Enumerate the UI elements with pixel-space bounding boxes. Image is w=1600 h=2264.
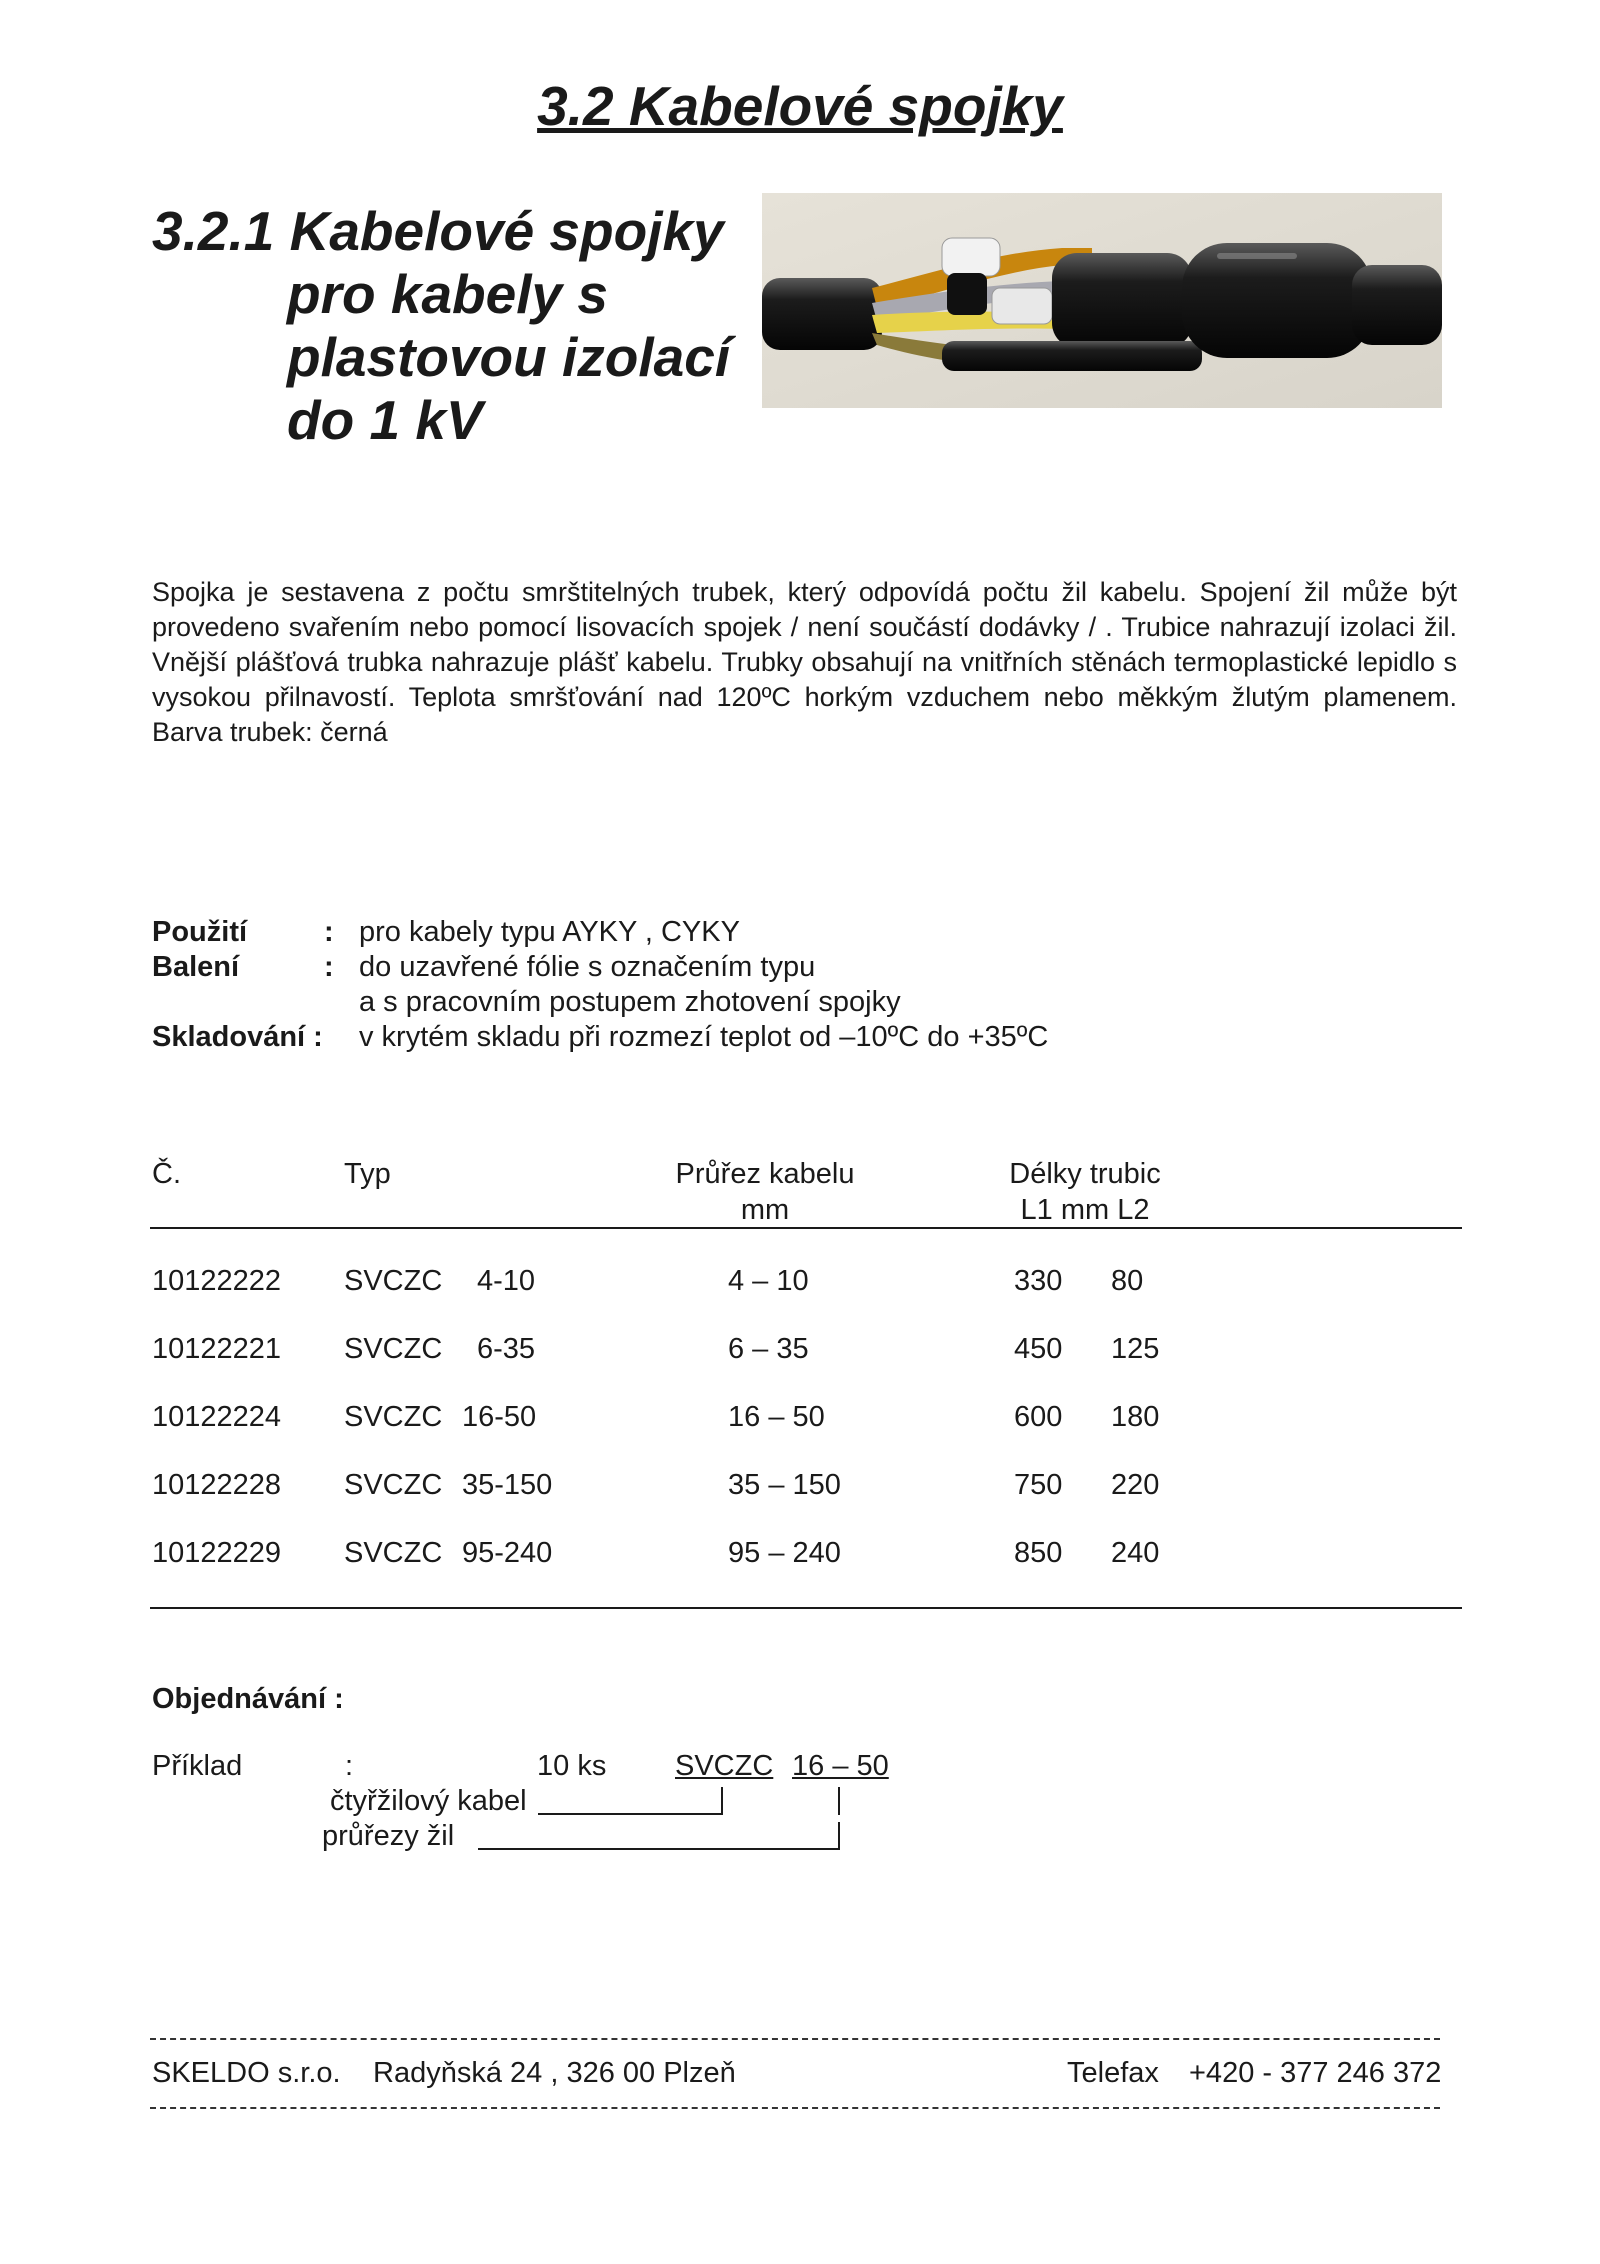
cell-number: 10122228 — [152, 1469, 282, 1501]
cell-type: SVCZC — [344, 1333, 443, 1365]
ordering-title: Objednávání : — [152, 1683, 344, 1715]
cell-range: 4-10 — [477, 1265, 536, 1297]
cell-type: SVCZC — [344, 1537, 443, 1569]
cell-cross-section: 35 – 150 — [728, 1469, 841, 1501]
cell-l2: 80 — [1111, 1265, 1144, 1297]
cell-type: SVCZC — [344, 1469, 443, 1501]
section-title-line-4: do 1 kV — [287, 389, 483, 451]
cell-range: 35-150 — [462, 1469, 553, 1501]
use-label: Použití — [152, 916, 248, 948]
cross-section-label: průřezy žil — [322, 1820, 455, 1852]
cell-l2: 220 — [1111, 1469, 1160, 1501]
description: Spojka je sestavena z počtu smrštitelných trubek, který odpovídá počtu žil kabelu. Spojení žil může být provedeno svařením nebo pomocí lisovacích spojek / není součástí dodávky / . Trubice nahrazují izolaci žil. Vnější plášťová trubka nahrazuje plášť kabelu. Trubky obsahují na vnitřních stěnách termoplastické lepidlo s vysokou přilnavostí. Teplota smršťování nad 120ºC horkým vzduchem nebo měkkým žlutým plamenem. Barva trubek: černá — [152, 577, 1457, 747]
footer-address: Radyňská 24 , 326 00 Plzeň — [373, 2057, 736, 2089]
cell-range: 16-50 — [462, 1401, 537, 1433]
footer-top-divider — [150, 2038, 1440, 2040]
cross-connector-tick — [838, 1822, 840, 1850]
col-header-number: Č. — [152, 1158, 181, 1190]
col-header-lengths — [1000, 1156, 1170, 1228]
cell-range: 95-240 — [462, 1537, 553, 1569]
col-header-cross-section — [670, 1156, 860, 1228]
cell-type: SVCZC — [344, 1265, 443, 1297]
col-header-type: Typ — [344, 1158, 391, 1190]
cell-cross-section: 6 – 35 — [728, 1333, 809, 1365]
section-title-line-2: pro kabely s — [287, 263, 608, 325]
cell-range: 6-35 — [477, 1333, 536, 1365]
cell-cross-section: 16 – 50 — [728, 1401, 825, 1433]
section-heading — [152, 200, 730, 452]
cell-number: 10122229 — [152, 1537, 282, 1569]
col-header-lengths-label: Délky trubic — [1009, 1158, 1161, 1190]
example-colon: : — [345, 1750, 354, 1782]
use-colon: : — [324, 916, 334, 948]
cell-number: 10122221 — [152, 1333, 282, 1365]
storage-label: Skladování : — [152, 1021, 323, 1053]
col-header-lengths-sub: L1 mm L2 — [1020, 1194, 1150, 1226]
example-label: Příklad — [152, 1750, 243, 1782]
range-connector-tick — [838, 1787, 840, 1815]
cell-l1: 330 — [1014, 1265, 1063, 1297]
cell-l1: 850 — [1014, 1537, 1063, 1569]
cell-l1: 450 — [1014, 1333, 1063, 1365]
cable-connector-tick — [721, 1787, 723, 1815]
col-header-cross-label: Průřez kabelu — [675, 1158, 855, 1190]
section-title-line-3: plastovou izolací — [287, 326, 731, 388]
example-type: SVCZC — [675, 1750, 774, 1782]
section-number: 3.2.1 — [152, 200, 275, 262]
example-quantity: 10 ks — [537, 1750, 607, 1782]
cell-type: SVCZC — [344, 1401, 443, 1433]
table-top-rule — [150, 1227, 1462, 1229]
cell-l2: 180 — [1111, 1401, 1160, 1433]
page-title: 3.2 Kabelové spojky — [537, 75, 1063, 137]
pack-value-continued: a s pracovním postupem zhotovení spojky — [359, 986, 901, 1018]
footer-company: SKELDO s.r.o. — [152, 2057, 341, 2089]
footer-phone-label: Telefax — [1067, 2057, 1159, 2089]
example-range: 16 – 50 — [792, 1750, 889, 1782]
cell-number: 10122222 — [152, 1265, 282, 1297]
use-value: pro kabely typu AYKY , CYKY — [359, 916, 740, 948]
cell-cross-section: 4 – 10 — [728, 1265, 809, 1297]
footer-bottom-divider — [150, 2107, 1440, 2109]
cable-connector-line — [538, 1787, 721, 1815]
cell-l1: 600 — [1014, 1401, 1063, 1433]
cell-number: 10122224 — [152, 1401, 282, 1433]
section-title-line-1: Kabelové spojky — [289, 200, 724, 262]
cable-joint-photo — [762, 193, 1442, 408]
cross-connector-line — [478, 1822, 838, 1850]
pack-label: Balení — [152, 951, 240, 983]
pack-colon: : — [324, 951, 334, 983]
pack-value: do uzavřené fólie s označením typu — [359, 951, 816, 983]
cell-cross-section: 95 – 240 — [728, 1537, 841, 1569]
table-bottom-rule — [150, 1607, 1462, 1609]
storage-value: v krytém skladu při rozmezí teplot od –10ºC do +35ºC — [359, 1021, 1049, 1053]
cell-l1: 750 — [1014, 1469, 1063, 1501]
cell-l2: 240 — [1111, 1537, 1160, 1569]
cable-label: čtyřžilový kabel — [330, 1785, 527, 1817]
footer-phone: +420 - 377 246 372 — [1189, 2057, 1442, 2089]
col-header-cross-unit: mm — [740, 1194, 790, 1226]
cell-l2: 125 — [1111, 1333, 1160, 1365]
